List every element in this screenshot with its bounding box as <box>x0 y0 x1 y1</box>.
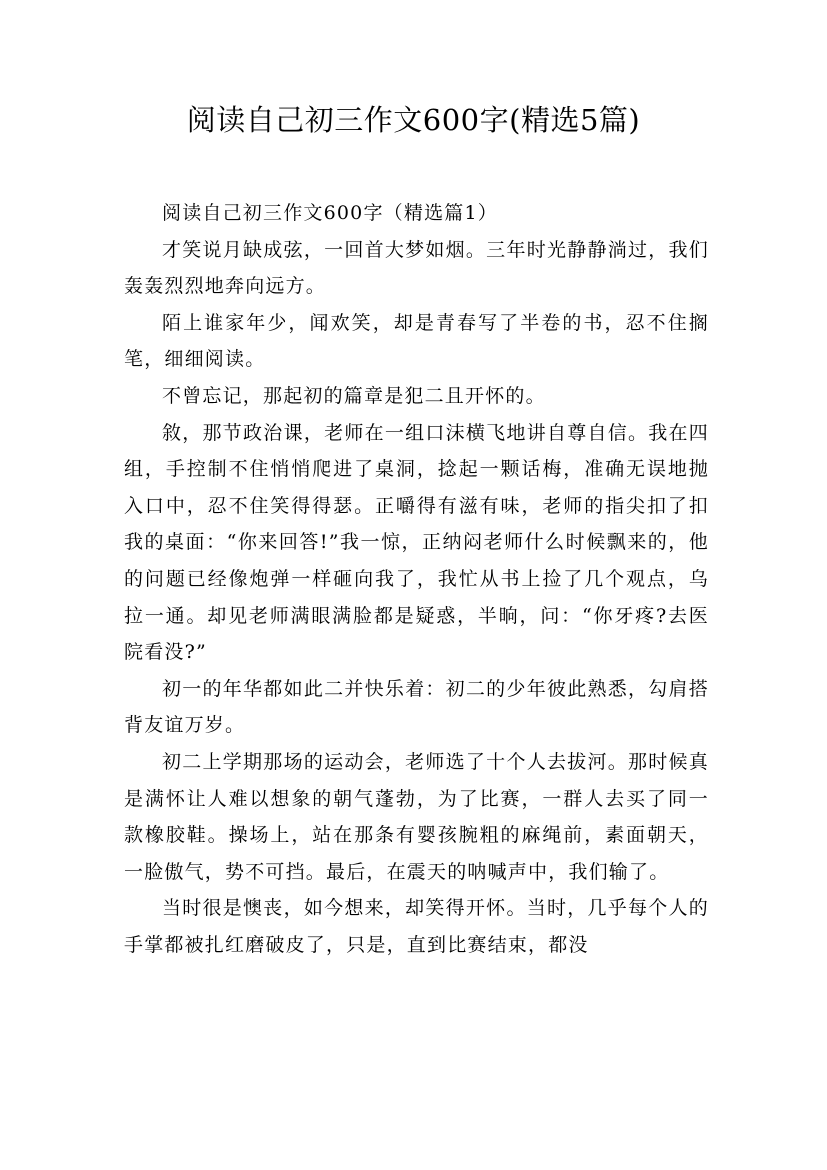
document-title: 阅读自己初三作文600字(精选5篇) <box>186 103 641 137</box>
paragraph: 敘，那节政治课，老师在一组口沫横飞地讲自尊自信。我在四组，手控制不住悄悄爬进了桌洞，捻起一颗话梅，准确无误地抛入口中，忍不住笑得得瑟。正嚼得有滋有味，老师的指尖扣了扣我的桌面：“你来回答!”我一惊，正纳闷老师什么时候飘来的，他的问题已经像炮弹一样砸向我了，我忙从书上捡了几个观点，乌拉一通。却见老师满眼满脸都是疑惑，半晌，问：“你牙疼?去医院看没?” <box>124 421 709 664</box>
paragraph: 初二上学期那场的运动会，老师选了十个人去拔河。那时候真是满怀让人难以想象的朝气蓬勃，为了比赛，一群人去买了同一款橡胶鞋。操场上，站在那条有婴孩腕粗的麻绳前，素面朝天，一脸傲气，势不可挡。最后，在震天的呐喊声中，我们输了。 <box>124 750 709 883</box>
paragraph: 不曾忘记，那起初的篇章是犯二且开怀的。 <box>162 384 546 407</box>
paragraph: 陌上谁家年少，闻欢笑，却是青春写了半卷的书，忍不住搁笔，细细阅读。 <box>124 311 709 371</box>
paragraph: 才笑说月缺成弦，一回首大梦如烟。三年时光静静淌过，我们轰轰烈烈地奔向远方。 <box>124 238 709 298</box>
paragraph: 当时很是懊丧，如今想来，却笑得开怀。当时，几乎每个人的手掌都被扎红磨破皮了，只是，直到比赛结束，都没 <box>124 897 709 956</box>
document-body <box>124 195 709 963</box>
paragraph: 初一的年华都如此二并快乐着：初二的少年彼此熟悉，勾肩搭背友谊万岁。 <box>124 677 709 737</box>
section-heading: 阅读自己初三作文600字（精选篇1） <box>162 202 498 224</box>
